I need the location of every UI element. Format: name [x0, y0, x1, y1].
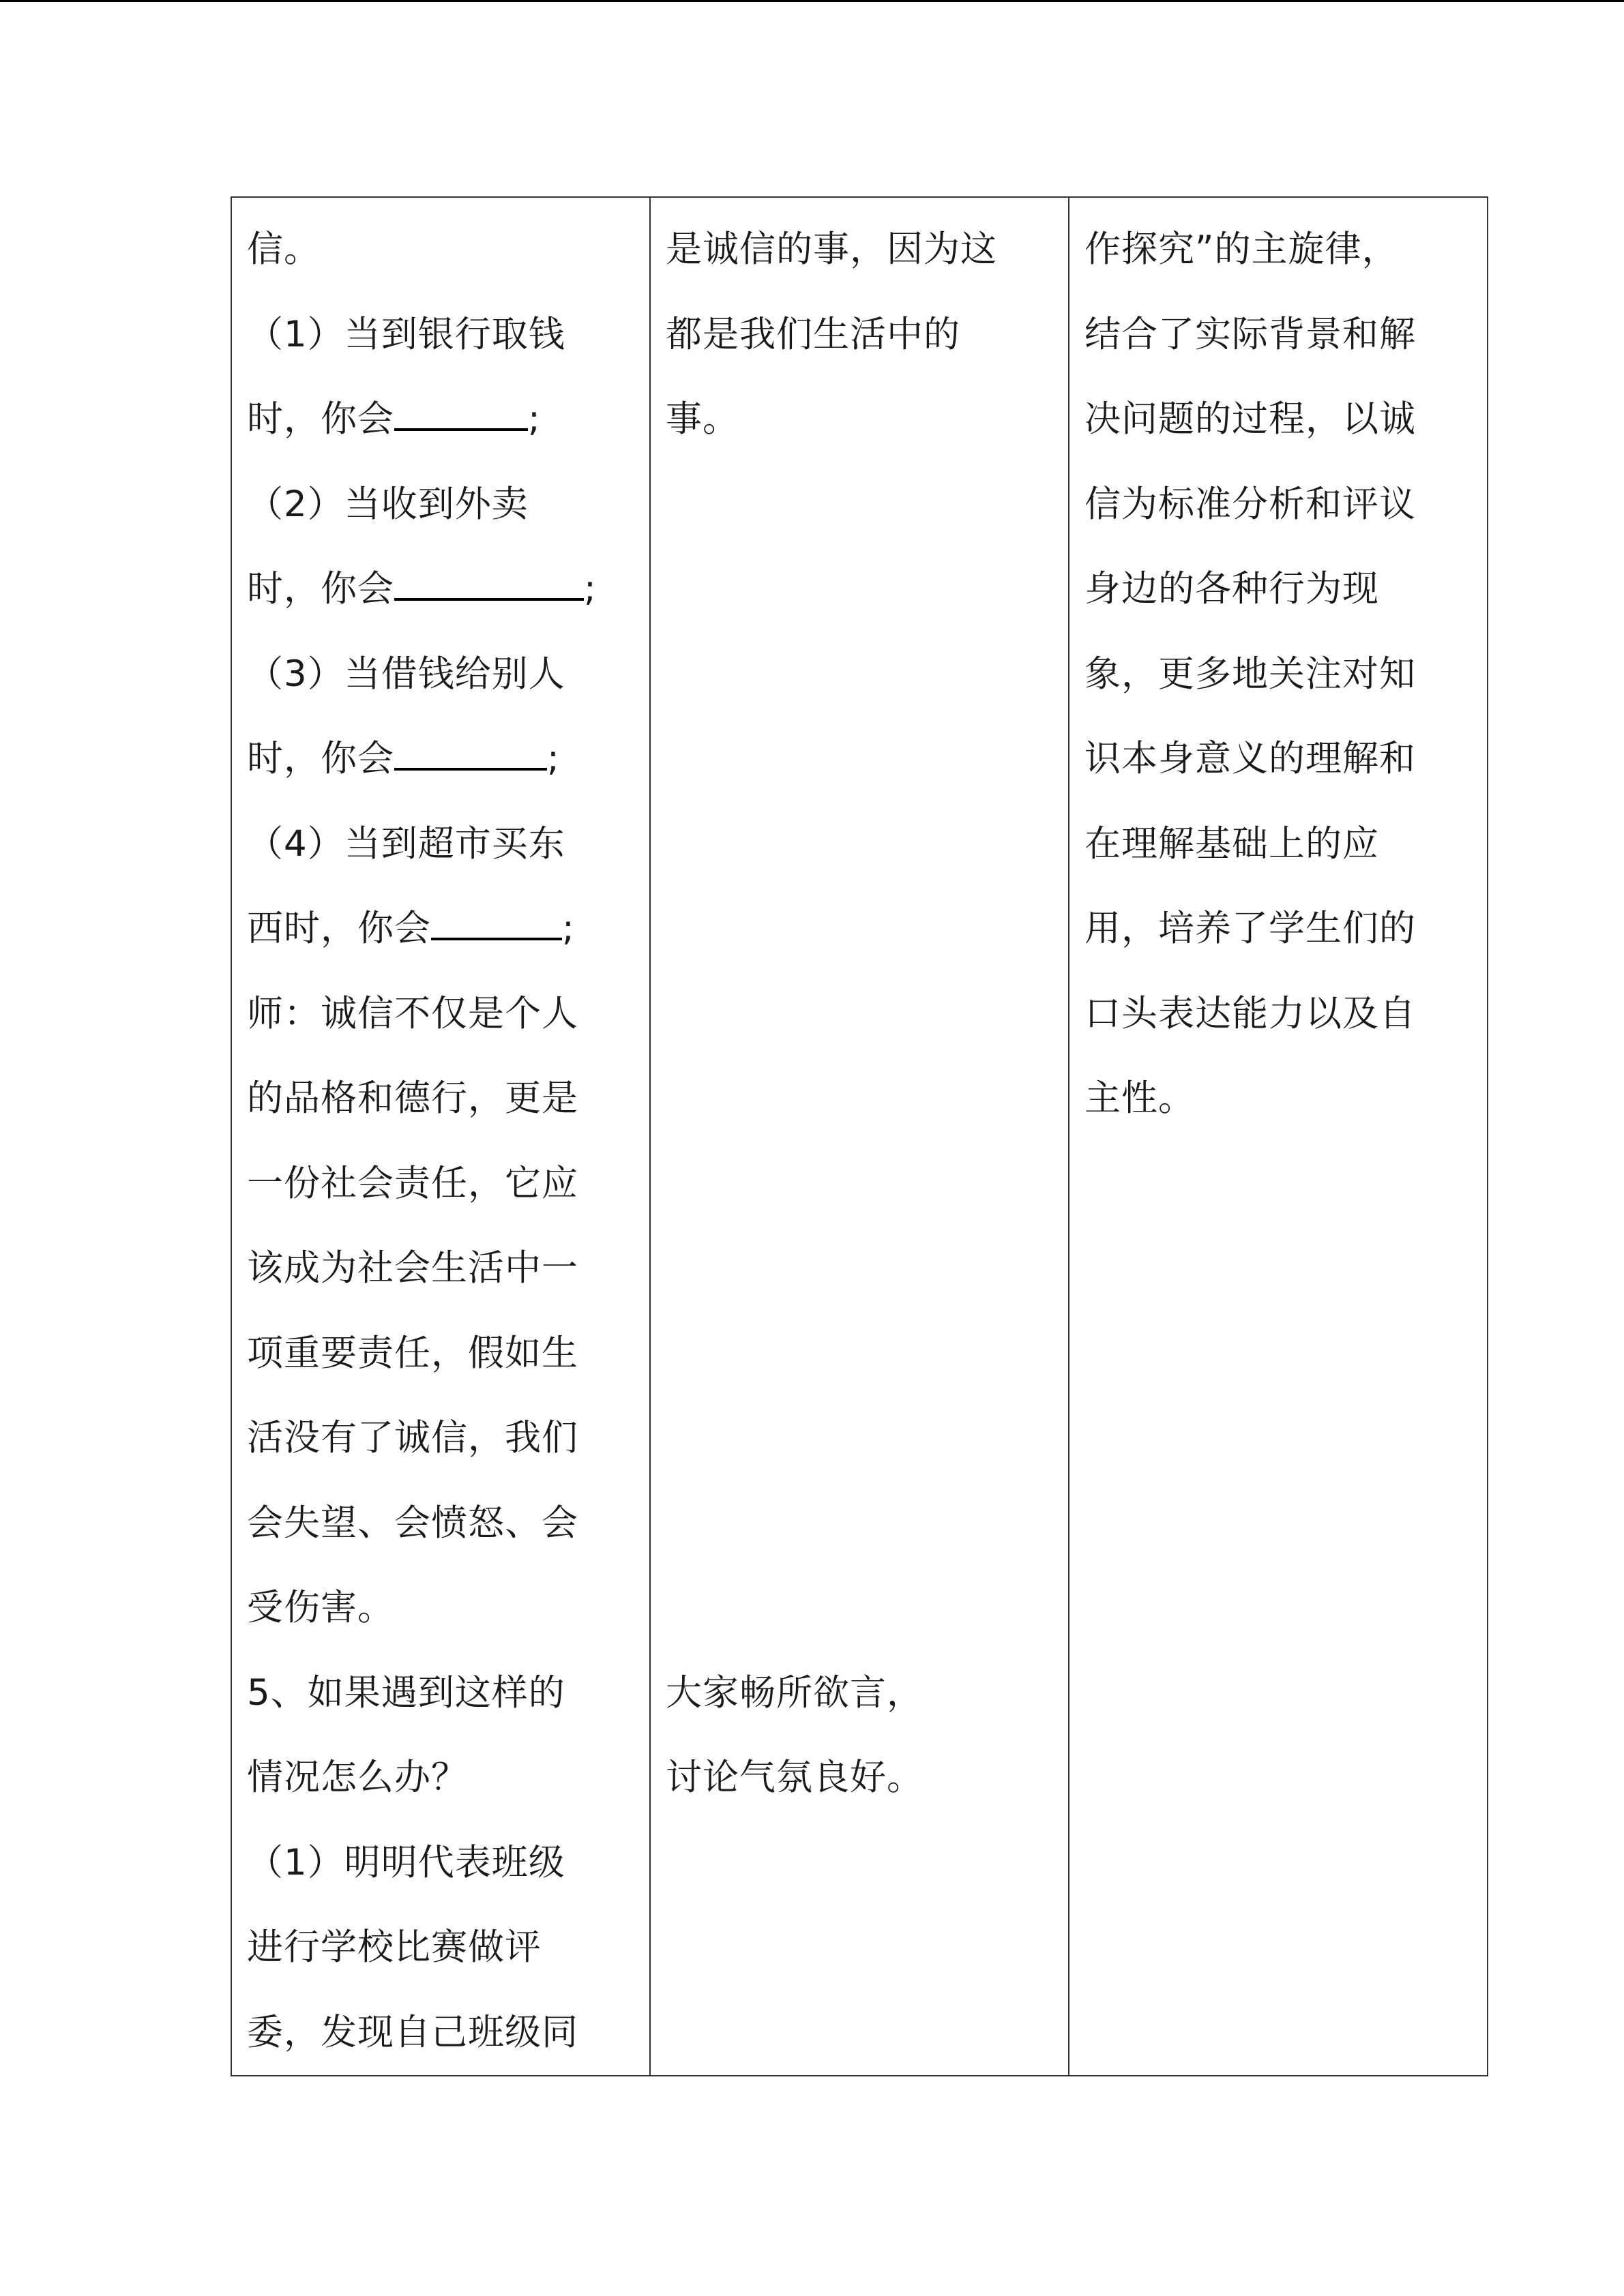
text-line: （1）明明代表班级: [247, 1841, 565, 1883]
teacher-activity-cell: [231, 197, 650, 2076]
student-activity-cell: [650, 197, 1069, 2076]
fill-in-blank: [394, 389, 528, 431]
text-line: （1）当到银行取钱: [247, 313, 565, 355]
text-line: 活没有了诚信，我们: [247, 1417, 578, 1459]
text-line: 作探究”的主旋律，: [1084, 228, 1399, 270]
text-line: 身边的各种行为现: [1084, 568, 1379, 610]
text-line: 委，发现自己班级同: [247, 2011, 578, 2053]
text-line: 项重要责任，假如生: [247, 1332, 578, 1374]
text-line: 在理解基础上的应: [1084, 822, 1379, 865]
text-line: 大家畅所欲言，: [666, 1671, 924, 1714]
table-row: [231, 197, 1488, 2076]
text-line: 结合了实际背景和解: [1084, 313, 1416, 355]
text-line: 该成为社会生活中一: [247, 1247, 578, 1289]
text-line: （4）当到超市买东: [247, 822, 565, 865]
text-line: 事。: [666, 398, 739, 440]
text-line: 一份社会责任，它应: [247, 1162, 578, 1204]
fill-in-blank: [394, 558, 584, 601]
text-line: 师：诚信不仅是个人: [247, 992, 578, 1034]
text-line: 用，培养了学生们的: [1084, 908, 1416, 949]
text-line: 信。: [247, 228, 321, 270]
fill-in-line: 时，你会 ;: [247, 717, 634, 802]
fill-in-line: 时，你会 ;: [247, 547, 634, 632]
text-line: 决问题的过程，以诚: [1084, 398, 1416, 440]
design-intent-cell: [1069, 197, 1488, 2076]
text-line: 主性。: [1084, 1077, 1195, 1119]
cell-spacer: [666, 462, 1053, 1651]
fill-in-line: 西时，你会 ;: [247, 886, 634, 972]
text-line: 都是我们生活中的: [666, 313, 960, 355]
fill-in-line: 时，你会 ;: [247, 377, 634, 462]
text-line: 信为标准分析和评议: [1084, 483, 1416, 525]
fill-in-blank: [431, 898, 562, 940]
text-line: （3）当借钱给别人: [247, 653, 565, 695]
text-line: （2）当收到外卖: [247, 483, 529, 525]
text-line: 进行学校比赛做评: [247, 1926, 542, 1968]
text-line: 情况怎么办？: [247, 1757, 468, 1798]
text-line: 受伤害。: [247, 1587, 394, 1628]
text-line: 象，更多地关注对知: [1084, 653, 1416, 695]
text-line: 的品格和德行，更是: [247, 1077, 578, 1119]
text-line: 会失望、会愤怒、会: [247, 1502, 578, 1544]
page-top-rule: [0, 0, 1624, 2]
text-line: 讨论气氛良好。: [666, 1757, 924, 1798]
lesson-plan-table: [231, 196, 1488, 2076]
text-line: 5、如果遇到这样的: [247, 1671, 565, 1714]
text-line: 口头表达能力以及自: [1084, 992, 1416, 1034]
text-line: 识本身意义的理解和: [1084, 738, 1416, 779]
text-line: 是诚信的事，因为这: [666, 228, 997, 270]
fill-in-blank: [394, 728, 547, 771]
